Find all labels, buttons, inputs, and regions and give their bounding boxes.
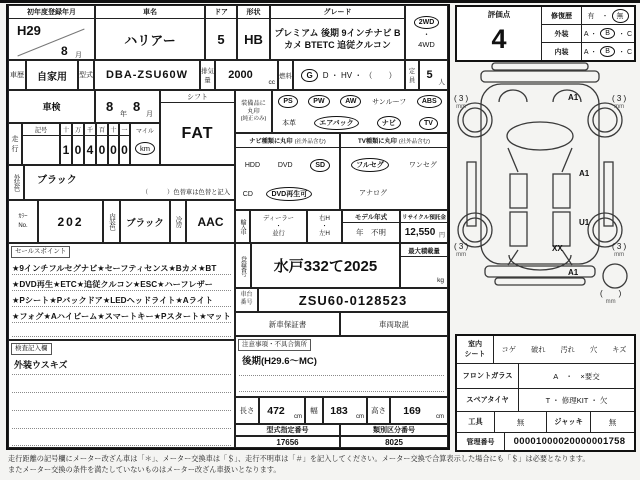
shaken-year: 8 xyxy=(106,99,114,114)
color-no-label-cell xyxy=(8,200,38,243)
displacement-cell xyxy=(215,60,278,90)
windshield-row xyxy=(457,364,634,389)
top-border-strip xyxy=(0,0,640,3)
shape-value: HB xyxy=(244,31,263,47)
model-year-value: 年 不明 xyxy=(356,228,386,237)
capacity-label: 定員 xyxy=(405,60,419,90)
spare-tire-bracket xyxy=(600,290,621,305)
corner-tr-unit: mm xyxy=(614,103,625,110)
seat-option-hole: 穴 xyxy=(589,344,598,354)
damage-mark-bumper: A1 xyxy=(568,268,579,277)
damage-mark-side: A1 xyxy=(579,169,590,178)
inspector-notes-value: 外装ウスキズ xyxy=(14,360,68,370)
equipment-items-cell xyxy=(272,90,448,133)
spare-tire-value: T ・ 修理KIT ・ 欠 xyxy=(545,395,608,405)
height-value-cell xyxy=(390,397,448,424)
seat-option-stain: 汚れ xyxy=(560,344,575,354)
mileage-symbol-value xyxy=(23,136,59,164)
grade-cell xyxy=(270,5,405,60)
class-number-value: 8025 xyxy=(340,436,448,448)
car-name-label: 車名 xyxy=(96,6,204,19)
displacement-label: 排気量 xyxy=(200,60,215,90)
dotted-line xyxy=(239,375,444,376)
evaluation-score-label: 評価点 xyxy=(487,9,511,19)
corner-tr-value: ( 3 ) xyxy=(612,94,627,103)
sales-line-1: ★9インチフルセグナビ★セーフティセンス★Bカメ★BT xyxy=(12,259,231,275)
spare-bracket-unit: mm xyxy=(605,298,616,305)
car-name-value: ハリアー xyxy=(124,32,176,48)
digit-header: 百 xyxy=(97,124,107,136)
history-label: 車歴 xyxy=(8,60,26,90)
recycle-deposit-unit: 円 xyxy=(438,233,445,239)
tv-type-cell xyxy=(340,133,448,210)
equip-ps-circled: PS xyxy=(278,95,297,108)
dotted-line xyxy=(12,374,231,375)
corner-tl-unit: mm xyxy=(456,103,467,110)
mileage-digit-col-5 xyxy=(108,123,119,165)
equip-aw-circled: AW xyxy=(340,95,361,108)
equip-sunroof: サンルーフ xyxy=(372,98,407,106)
displacement-unit: cc xyxy=(268,79,275,86)
seat-option-scratch: キズ xyxy=(612,344,627,354)
tools-row xyxy=(457,412,634,433)
mileage-unit-km-circled: km xyxy=(135,142,155,155)
shape-cell xyxy=(237,5,270,60)
tv-fullseg-circled: フルセグ xyxy=(351,158,389,172)
seat-condition-row xyxy=(457,336,634,364)
ac-value: AAC xyxy=(186,200,235,243)
digit-header: 十 xyxy=(109,124,118,136)
windshield-value: A ・ ×要交 xyxy=(553,371,600,381)
shaken-label: 車検 xyxy=(8,90,95,123)
evaluation-score-value: 4 xyxy=(491,24,507,54)
model-code-value: DBA-ZSU60W xyxy=(94,60,200,90)
mileage-digit-col-4 xyxy=(96,123,108,165)
tv-oneseg: ワンセグ xyxy=(408,162,437,169)
sales-line-4: ★フォグ★Aハイビーム★スマートキー★Pスタート★マット xyxy=(12,307,231,323)
import-parallel: 並行 xyxy=(272,230,285,238)
import-left-handle: 左H xyxy=(319,230,330,238)
chassis-label-1: 車台 xyxy=(240,292,253,299)
windshield-label: フロントガラス xyxy=(457,364,519,388)
digit-header: 千 xyxy=(85,124,95,136)
mileage-digit-col-6 xyxy=(119,123,130,165)
car-name-cell xyxy=(95,5,205,60)
color-no-label-2: No. xyxy=(18,222,28,229)
shaken-year-unit: 年 xyxy=(120,111,127,118)
control-number-row xyxy=(457,433,634,450)
max-payload-cell xyxy=(400,243,448,288)
import-dot1: ・ xyxy=(275,222,282,230)
interior-grade-a: A ・ xyxy=(583,48,598,56)
model-year-cell xyxy=(342,210,400,243)
sales-points-tag: セールスポイント xyxy=(11,246,70,258)
corner-bracket-bottom-right xyxy=(612,243,626,258)
equip-abs-circled: ABS xyxy=(417,95,442,108)
tv-analog: アナログ xyxy=(359,190,387,197)
tools-value: 無 xyxy=(495,412,547,432)
length-value-cell xyxy=(259,397,305,424)
width-label: 幅 xyxy=(305,397,323,424)
corner-bracket-top-left xyxy=(454,95,468,110)
nav-dvd: DVD xyxy=(277,161,293,169)
registration-value: 水戸332て2025 xyxy=(251,243,400,288)
fuel-cell xyxy=(293,60,405,90)
color-no-label-1: ｶﾗｰ xyxy=(18,214,28,221)
footer-disclaimer xyxy=(8,454,636,476)
width-unit: cm xyxy=(356,414,364,420)
digit-header: 十 xyxy=(61,124,71,136)
seat-label xyxy=(457,336,494,363)
color-no-value: 202 xyxy=(38,200,103,243)
exterior-grade-c: ・ C xyxy=(618,30,633,38)
corner-bracket-bottom-left xyxy=(454,243,468,258)
shape-label: 形状 xyxy=(238,6,269,19)
exterior-color-label: 外装色 xyxy=(8,165,24,200)
chassis-value: ZSU60-0128523 xyxy=(258,288,448,312)
capacity-cell xyxy=(419,60,448,90)
tools-label: 工具 xyxy=(457,412,495,432)
import-label: 輸入車 xyxy=(235,210,250,243)
inspector-notes-box xyxy=(8,340,235,448)
tv-type-header-note: (社外品含む) xyxy=(398,138,431,145)
recycle-deposit-value: 12,550 xyxy=(404,227,436,238)
inspector-notes-tag: 検査記入欄 xyxy=(11,343,52,355)
shaken-month: 8 xyxy=(133,99,141,114)
first-registration-cell xyxy=(8,5,95,60)
door-cell xyxy=(205,5,237,60)
repair-history-no-circled: 無 xyxy=(612,9,629,23)
digit-value: 0 xyxy=(98,143,106,157)
grade-label: グレード xyxy=(271,6,404,19)
length-unit: cm xyxy=(294,414,302,420)
tv-type-header: TV種類に丸印 xyxy=(357,138,397,145)
equip-pw-circled: PW xyxy=(308,95,329,108)
mileage-digit-col-2 xyxy=(72,123,84,165)
damage-mark-rear-side: U1 xyxy=(579,218,590,227)
shift-value: FAT xyxy=(181,124,214,142)
digit-header: 一 xyxy=(120,124,129,136)
mileage-digit-col-3 xyxy=(84,123,96,165)
import-right-handle: 右H xyxy=(319,214,330,222)
equip-airbag-circled: エアバック xyxy=(314,116,358,130)
max-payload-unit: kg xyxy=(437,277,444,284)
digit-value: 0 xyxy=(74,143,82,157)
door-label: ドア xyxy=(206,6,236,19)
import-dealer-cell xyxy=(250,210,307,243)
evaluation-box xyxy=(455,5,636,62)
nav-type-header-note: (社外品含む) xyxy=(294,138,326,145)
chassis-label-cell xyxy=(235,288,258,312)
registration-label: 登録番号 xyxy=(235,243,251,288)
condition-table xyxy=(455,334,636,452)
model-year-label: モデル年式 xyxy=(343,211,399,223)
recycle-deposit-cell xyxy=(400,210,448,243)
height-label: 高さ xyxy=(367,397,390,424)
mileage-symbol-column xyxy=(22,123,60,165)
digit-value: 4 xyxy=(86,143,94,157)
length-label: 長さ xyxy=(235,397,259,424)
import-dot2: ・ xyxy=(321,222,328,230)
max-payload-label: 最大積載量 xyxy=(401,244,447,257)
fuel-gasoline-circled: G xyxy=(301,69,317,82)
footer-line-1: 走行距離の記号欄にメーター改ざん車は「＊」、メーター交換車は「＄」、走行不明車は「＃」を記入してください。メーター交換で合算表示した場合にも「＄」は必要となります。 xyxy=(8,454,590,463)
equip-navi-circled: ナビ xyxy=(377,116,401,130)
dotted-line xyxy=(12,410,231,411)
mileage-unit-cell xyxy=(130,123,160,165)
interior-color-label: 内装色 xyxy=(103,200,120,243)
corner-bl-value: ( 3 ) xyxy=(454,242,469,251)
nav-cd: CD xyxy=(242,190,253,198)
exterior-color-note: （ ）色替車は色替と記入 xyxy=(141,189,230,196)
equipment-label-2: 丸印 xyxy=(247,107,260,115)
class-number-label: 類別区分番号 xyxy=(340,424,448,436)
import-dealer: ディーラー xyxy=(263,214,294,222)
equip-leather: 本革 xyxy=(282,120,297,127)
spare-bracket-value: ( ) xyxy=(600,289,622,298)
height-unit: cm xyxy=(436,414,444,420)
sales-line-2: ★DVD再生★ETC★追従クルコン★ESC★ハーフレザー xyxy=(12,275,231,291)
notes-tag: 注意事項・不具合箇所 xyxy=(238,339,311,351)
shaken-month-unit: 月 xyxy=(146,111,153,118)
width-value: 183 xyxy=(330,404,348,417)
damage-mark-rear: XX xyxy=(552,244,563,253)
chassis-label-2: 番号 xyxy=(240,300,253,306)
repair-history-yes: 有 ・ xyxy=(587,12,609,20)
exterior-grade-a: A ・ xyxy=(583,30,598,38)
exterior-color-value: ブラック xyxy=(37,175,77,186)
warranty-book-cell: 新車保証書 xyxy=(235,312,340,336)
equipment-label-cell xyxy=(235,90,272,133)
equipment-label-1: 装備品に xyxy=(241,99,266,107)
dotted-line xyxy=(12,428,231,429)
corner-br-value: ( 3 ) xyxy=(612,242,627,251)
mileage-digit-col-1 xyxy=(60,123,72,165)
shift-cell xyxy=(160,90,235,165)
drive-4wd: 4WD xyxy=(418,40,435,49)
spare-tire-label: スペアタイヤ xyxy=(457,389,519,411)
spare-tire-row xyxy=(457,389,634,412)
type-number-value: 17656 xyxy=(235,436,340,448)
jack-label: ジャッキ xyxy=(547,412,591,432)
interior-grade-c: ・ C xyxy=(618,48,633,56)
damage-mark-front: A1 xyxy=(568,93,579,102)
type-number-label: 型式指定番号 xyxy=(235,424,340,436)
evaluation-score-cell xyxy=(457,7,542,60)
exterior-grade-label: 外装 xyxy=(542,25,582,42)
drive-2wd-circled: 2WD xyxy=(414,16,440,29)
capacity-unit: 人 xyxy=(438,79,445,86)
shift-label: シフト xyxy=(161,91,234,103)
dotted-line xyxy=(239,391,444,392)
sales-line-3: ★Pシート★Pバックドア★LEDヘッドライト★Aライト xyxy=(12,291,231,307)
first-registration-month-unit: 月 xyxy=(75,52,82,59)
digit-value: 0 xyxy=(121,143,128,157)
equipment-label-3: (純正のみ) xyxy=(240,115,267,122)
capacity-value: 5 xyxy=(426,69,433,81)
ac-label: 冷房 xyxy=(170,200,186,243)
interior-grade-label: 内装 xyxy=(542,43,582,60)
footer-line-2: またメーター交換の条件を満たしていないものはメーター改ざん車扱いとなります。 xyxy=(8,464,281,474)
recycle-deposit-label: リサイクル預託金 xyxy=(401,211,447,223)
nav-type-cell xyxy=(235,133,340,210)
digit-header: 万 xyxy=(73,124,83,136)
corner-bracket-top-right xyxy=(612,95,626,110)
model-code-label: 型式 xyxy=(78,60,94,90)
corner-tl-value: ( 3 ) xyxy=(454,94,469,103)
jack-value: 無 xyxy=(608,417,617,427)
repair-history-row xyxy=(542,7,634,25)
control-number-label: 管理番号 xyxy=(457,433,505,450)
fuel-other-options: D ・ HV ・ （ ） xyxy=(322,70,397,80)
corner-bl-unit: mm xyxy=(456,251,467,258)
history-value: 自家用 xyxy=(26,60,78,90)
drive-dot: ・ xyxy=(422,30,431,39)
mileage-symbol-header: 記号 xyxy=(23,124,59,136)
repair-history-label: 修復歴 xyxy=(542,7,582,24)
width-value-cell xyxy=(323,397,367,424)
first-registration-year: H29 xyxy=(17,23,41,38)
height-value: 169 xyxy=(403,404,421,417)
exterior-grade-row xyxy=(542,25,634,43)
drive-type-cell xyxy=(405,5,448,60)
digit-value: 0 xyxy=(110,143,117,157)
dotted-line xyxy=(12,323,231,337)
nav-hdd: HDD xyxy=(244,161,261,169)
nav-type-header: ナビ種類に丸印 xyxy=(249,138,293,145)
nav-sd-circled: SD xyxy=(310,159,330,172)
grade-value: プレミアム 後期 9インチナビ Bカメ BTETC 追従クルコン xyxy=(274,27,401,50)
exterior-grade-b-circled: B xyxy=(600,28,615,39)
seat-label-1: 室内 xyxy=(468,341,482,349)
exterior-color-cell xyxy=(24,165,235,200)
interior-grade-row xyxy=(542,43,634,60)
shaken-value-cell xyxy=(95,90,160,123)
interior-color-value: ブラック xyxy=(120,200,170,243)
door-value: 5 xyxy=(217,31,225,47)
first-registration-month: 8 xyxy=(61,44,68,58)
displacement-value: 2000 xyxy=(228,69,253,81)
dotted-line xyxy=(12,445,231,446)
notes-value: 後期(H29.6～MC) xyxy=(242,356,317,367)
corner-br-unit: mm xyxy=(614,251,625,258)
control-number-value: 00001000020000001758 xyxy=(513,436,626,447)
notes-box xyxy=(235,336,448,397)
first-registration-label: 初年度登録年月 xyxy=(9,6,94,19)
seat-option-burn: コゲ xyxy=(501,344,516,354)
seat-option-tear: 破れ xyxy=(531,344,546,354)
dotted-line xyxy=(12,392,231,393)
fuel-label: 燃料 xyxy=(278,60,293,90)
mileage-unit-top: マイル xyxy=(136,129,154,135)
digit-value: 1 xyxy=(62,143,70,157)
nav-dvd-play-circled: DVD再生可 xyxy=(266,187,312,201)
vehicle-manual-cell: 車両取説 xyxy=(340,312,448,336)
seat-label-2: シート xyxy=(464,350,486,358)
car-outline-group xyxy=(458,63,627,288)
equip-tv-circled: TV xyxy=(419,117,438,130)
import-handle-cell xyxy=(307,210,342,243)
mileage-label: 走行 xyxy=(8,123,22,165)
interior-grade-b-circled: B xyxy=(600,46,615,57)
length-value: 472 xyxy=(267,404,285,417)
sales-points-box xyxy=(8,243,235,340)
